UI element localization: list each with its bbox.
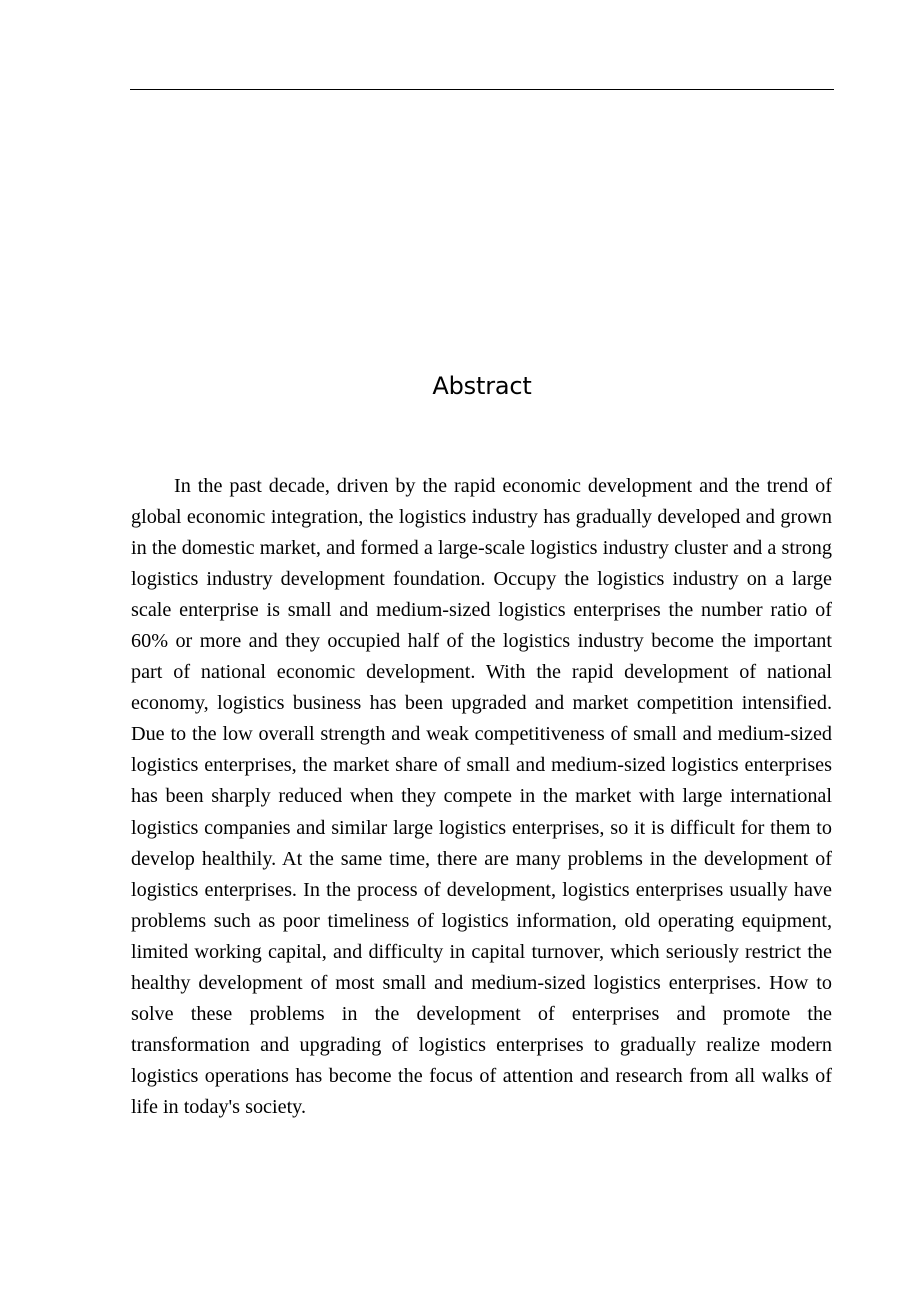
section-heading: Abstract xyxy=(432,372,532,400)
abstract-paragraph: In the past decade, driven by the rapid economic development and the trend of global economic integration, the logistics industry has gradually developed and grown in the domestic market, and formed a large-scale logistics industry cluster and a strong logistics industry development foundation. Occupy the logistics industry on a large scale enterprise is small and medium-sized logistics enterprises the number ratio of 60% or more and they occupied half of the logistics industry become the important part of national economic development. With the rapid development of national economy, logistics business has been upgraded and market competition intensified. Due to the low overall strength and weak competitiveness of small and medium-sized logistics enterprises, the market share of small and medium-sized logistics enterprises has been sharply reduced when they compete in the market with large international logistics companies and similar large logistics enterprises, so it is difficult for them to develop healthily. At the same time, there are many problems in the development of logistics enterprises. In the process of development, logistics enterprises usually have problems such as poor timeliness of logistics information, old operating equipment, limited working capital, and difficulty in capital turnover, which seriously restrict the healthy development of most small and medium-sized logistics enterprises. How to solve these problems in the development of enterprises and promote the transformation and upgrading of logistics enterprises to gradually realize modern logistics operations has become the focus of attention and research from all walks of life in today's society. xyxy=(131,475,832,1118)
header-rule xyxy=(130,89,834,90)
